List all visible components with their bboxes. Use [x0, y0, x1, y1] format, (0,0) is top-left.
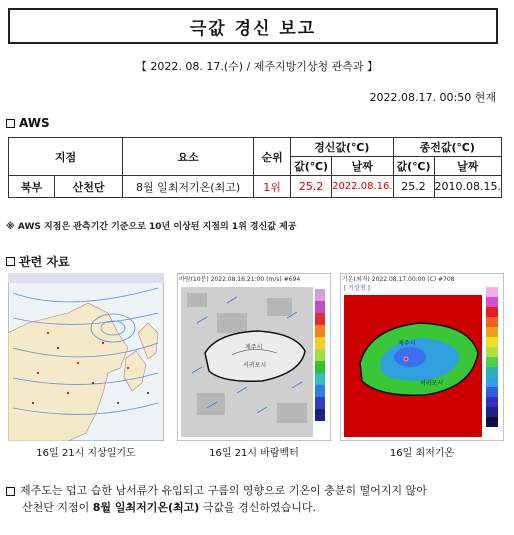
- cell-new-value: 25.2: [291, 176, 332, 198]
- caption-surface-map: 16일 21시 지상일기도: [36, 448, 136, 459]
- related-section-label: 관련 자료: [19, 255, 70, 269]
- cell-new-date: 2022.08.16.: [332, 176, 393, 198]
- wind-label-seogwipo: 서귀포시: [243, 362, 267, 369]
- related-section-heading: [6, 253, 70, 270]
- header-previous-date: 날짜: [434, 157, 501, 176]
- temp-map-header: 기온(최저) 2022.08.17.00:00 (C) #708: [342, 276, 455, 283]
- cell-old-value: 25.2: [393, 176, 434, 198]
- surface-weather-map: [8, 273, 164, 441]
- min-temperature-map: [340, 273, 504, 441]
- aws-extreme-table: [8, 137, 502, 198]
- summary-line-2-bold: 8월 일최저기온(최고): [92, 501, 200, 514]
- checkbox-square-icon: [6, 119, 15, 128]
- caption-wind-vector: 16일 21시 바람벡터: [209, 448, 299, 459]
- aws-section-label: AWS: [19, 116, 50, 130]
- summary-paragraph: [6, 482, 506, 516]
- report-title: 극값 경신 보고: [8, 8, 498, 44]
- kma-tag: [ 기상청 ]: [344, 285, 370, 292]
- checkbox-square-icon: [6, 257, 15, 266]
- report-subtitle: 【 2022. 08. 17.(수) / 제주지방기상청 관측과 】: [135, 60, 379, 73]
- wind-vector-map: [177, 273, 331, 441]
- caption-min-temp: 16일 최저기온: [389, 448, 455, 459]
- summary-line-1-text: 제주도는 덥고 습한 남서류가 유입되고 구름의 영향으로 기온이 충분히 떨어지지 않아: [20, 484, 427, 497]
- summary-line-1: [6, 482, 506, 499]
- table-row: [9, 176, 502, 198]
- cell-rank: 1위: [254, 176, 291, 198]
- temp-label-seogwipo: 서귀포시: [420, 380, 444, 387]
- current-time: 2022.08.17. 00:50 현재: [369, 91, 496, 104]
- header-element: 요소: [123, 138, 254, 176]
- header-renewed: 경신값(℃): [291, 138, 393, 157]
- header-previous: 종전값(℃): [393, 138, 501, 157]
- table-note: ※ AWS 지점은 관측기간 기준으로 10년 이상된 지점의 1위 경신값 제공: [6, 222, 297, 232]
- header-rank: 순위: [254, 138, 291, 176]
- header-renewed-value: 값(℃): [291, 157, 332, 176]
- cell-station: 산천단: [55, 176, 123, 198]
- wind-label-jeju: 제주시: [245, 344, 263, 351]
- wind-map-header: 바람(10분) 2022.08.16.21:00 (m/s) #694: [179, 276, 301, 283]
- header-station: 지점: [9, 138, 123, 176]
- header-previous-value: 값(℃): [393, 157, 434, 176]
- checkbox-square-icon: [6, 487, 15, 496]
- summary-line-2-post: 극값을 경신하였습니다.: [199, 501, 317, 514]
- summary-line-2: [6, 499, 506, 516]
- cell-old-date: 2010.08.15.: [434, 176, 501, 198]
- summary-line-2-pre: 산천단 지점이: [22, 501, 93, 514]
- cell-region: 북부: [9, 176, 55, 198]
- temp-label-jeju: 제주시: [398, 340, 416, 347]
- header-renewed-date: 날짜: [332, 157, 393, 176]
- cell-element: 8월 일최저기온(최고): [123, 176, 254, 198]
- aws-section-heading: [6, 116, 50, 130]
